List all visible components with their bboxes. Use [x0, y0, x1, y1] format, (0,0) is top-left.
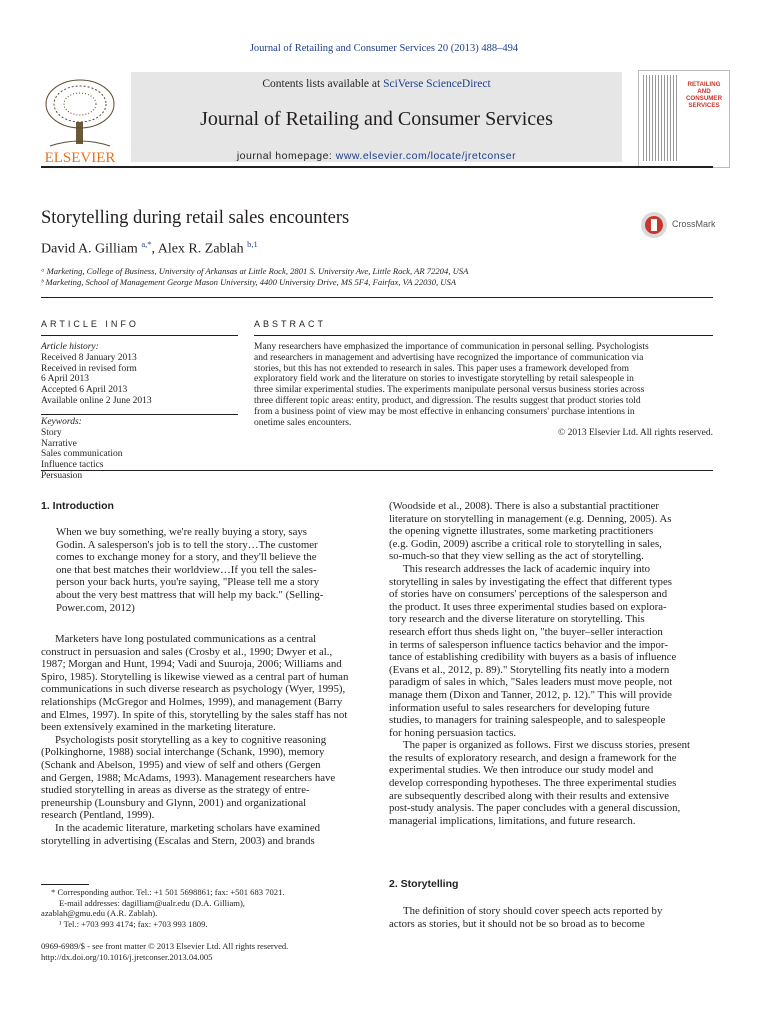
body-line: studied storytelling in areas as diverse as the strategy of entre-	[41, 784, 310, 797]
body-line: experimental studies. We then introduce our study model and	[389, 764, 654, 777]
quote-line: Power.com, 2012)	[56, 601, 135, 614]
contents-line	[131, 78, 622, 90]
quote-line: about the very best mattress that will help my back." (Selling-	[56, 588, 324, 601]
body-line: literature on storytelling in management (e.g. Denning, 2005). As	[389, 512, 672, 525]
affiliation: ᵃ Marketing, College of Business, University of Arkansas at Little Rock, 2801 S. University Ave, Little Rock, AR 72204, USA	[41, 266, 469, 276]
body-line: storytelling in sales by investigating the effect that different types	[389, 575, 672, 588]
abstract-heading: ABSTRACT	[254, 319, 327, 329]
abstract-line: from a business point of view may be most effective in enhancing consumers' purchase intentions in	[254, 406, 635, 417]
keywords	[41, 417, 241, 482]
body-line: communications in such diverse research as psychology (Wyer, 1995),	[41, 683, 346, 696]
history-item: Accepted 6 April 2013	[41, 385, 128, 396]
doi-link[interactable]: http://dx.doi.org/10.1016/j.jretconser.2013.04.005	[41, 951, 213, 962]
intro-left-column	[41, 633, 365, 847]
keyword: Influence tactics	[41, 460, 104, 471]
body-line: of stories have on consumers' perceptions of the salesperson and	[389, 588, 668, 601]
body-line: research (Pentland, 1999).	[41, 809, 155, 822]
header-rule	[41, 166, 713, 168]
body-line: so-much-so that they view selling as the act of storytelling.	[389, 550, 644, 563]
storytelling-text	[389, 905, 713, 930]
journal-cover[interactable]	[638, 70, 730, 168]
body-line: (Evans et al., 2012, p. 89)." Storytelling fits neatly into a modern	[389, 663, 670, 676]
author-list	[41, 239, 258, 258]
footnotes	[41, 887, 365, 929]
body-line: storytelling in advertising (Escalas and Stern, 2003) and brands	[41, 834, 315, 847]
abstract-line: and researchers in management and advertising have recognized the importance of communication via	[254, 352, 644, 363]
keywords-label: Keywords:	[41, 417, 82, 427]
article-info-heading: ARTICLE INFO	[41, 319, 139, 329]
title-rule	[41, 297, 713, 298]
body-line: and Elmes, 1997). In spite of this, storytelling by the sales staff has not	[41, 708, 348, 721]
body-line: (Schank and Abelson, 1995) and view of self and others (Gergen	[41, 758, 321, 771]
abstract-line: onetime sales encounters.	[254, 417, 352, 428]
body-line: actors as stories, but it should not be so broad as to become	[389, 917, 645, 930]
article-title: Storytelling during retail sales encounters	[41, 208, 350, 228]
history-label: Article history:	[41, 342, 99, 352]
body-line: 1987; Morgan and Hunt, 1994; Vadi and Suuroja, 2006; Williams and	[41, 658, 342, 671]
author-affiliation-marker[interactable]: a,*	[141, 239, 152, 249]
article-history	[41, 342, 241, 407]
quote-line: When we buy something, we're really buying a story, says	[56, 526, 308, 538]
body-line: been extensively examined in the marketing literature.	[41, 721, 276, 734]
section-heading-introduction: 1. Introduction	[41, 500, 114, 512]
history-item: 6 April 2013	[41, 374, 90, 385]
abstract-line: exploratory field work and the literature on stories to investigate storytelling by retail salespeople in	[254, 374, 634, 385]
body-line: tance of establishing credibility with buyers as a basis of influence	[389, 651, 677, 664]
quote-line: one that best matches their worldview…If you tell the sales-	[56, 563, 317, 576]
cover-pattern	[643, 75, 679, 161]
body-line: The definition of story should cover speech acts reported by	[403, 905, 663, 917]
body-line: preneurship (Lounsbury and Glynn, 2001) and organizational	[41, 796, 307, 809]
body-line: relationships (McGregor and Holmes, 1999), and management (Barry	[41, 695, 343, 708]
body-line: (Polkinghorne, 1988) social interchange (Schank, 1990), memory	[41, 746, 325, 759]
tree-icon	[40, 74, 120, 164]
cover-word: SERVICES	[688, 102, 720, 109]
history-item: Available online 2 June 2013	[41, 395, 152, 406]
abstract-text	[254, 342, 713, 439]
footnote-rule	[41, 884, 89, 885]
cover-word: CONSUMER	[685, 95, 723, 102]
body-line: Spiro, 1985). Storytelling is likewise viewed as a central part of human	[41, 670, 349, 683]
body-line: Marketers have long postulated communications as a central	[55, 633, 317, 645]
body-line: construct in persuasion and sales (Crosby et al., 1990; Dwyer et al.,	[41, 645, 333, 658]
quote-line: Godin. A salesperson's job is to tell the story…The customer	[56, 538, 318, 551]
body-line: (e.g. Godin, 2009) ascribe a critical role to storytelling in sales,	[389, 537, 662, 550]
footnote-line: * Corresponding author. Tel.: +1 501 5698861; fax: +501 683 7021.	[51, 887, 285, 897]
history-item: Received in revised form	[41, 363, 137, 374]
abstract-line: three similar experimental studies. The experiments manipulate personal versus business stories across	[254, 385, 645, 396]
body-line: develop corresponding hypotheses. The three experimental studies	[389, 777, 677, 790]
body-line: (Woodside et al., 2008). There is also a substantial practitioner	[389, 500, 659, 512]
crossmark-badge[interactable]	[640, 211, 730, 241]
body-line: research effort thus sheds light on, "the buyer–seller interaction	[389, 625, 663, 638]
homepage-link[interactable]: www.elsevier.com/locate/jretconser	[335, 150, 517, 162]
body-line: managerial implications, limitations, and future research.	[389, 814, 636, 827]
body-line: in terms of salesperson influence tactics behavior and the impor-	[389, 638, 668, 651]
crossmark-icon	[640, 211, 668, 239]
abstract-rule	[254, 335, 713, 336]
body-line: the results of exploratory research, and design a framework for the	[389, 751, 677, 764]
footnote-line: azablah@gmu.edu (A.R. Zablah).	[41, 908, 158, 918]
elsevier-wordmark: ELSEVIER	[44, 150, 116, 164]
abstract-line: stories, but this has not extended to research in sales. This paper uses a framework developed from	[254, 363, 629, 374]
body-line: The paper is organized as follows. First we discuss stories, present	[403, 739, 691, 752]
keyword: Story	[41, 427, 62, 438]
footnote-line: E-mail addresses: dagilliam@ualr.edu (D.A. Gilliam),	[59, 897, 245, 908]
section-heading-storytelling: 2. Storytelling	[389, 878, 459, 890]
front-matter	[41, 941, 441, 962]
abstract-line: three different topic areas: entity, product, and digression. The results suggest that product stories told	[254, 395, 641, 406]
abstract-bottom-rule	[41, 470, 713, 471]
author-separator: ,	[151, 241, 158, 257]
article-info-rule	[41, 335, 238, 336]
body-line: tory research and the diverse literature on storytelling. This	[389, 613, 645, 626]
quote-line: person your back hurts, you're saying, "Please tell me a story	[56, 576, 320, 589]
history-item: Received 8 January 2013	[41, 352, 137, 363]
keyword: Narrative	[41, 438, 77, 449]
body-line: manage them (Dixon and Tanner, 2012, p. 12)." This will provide	[389, 688, 672, 701]
sciencedirect-link[interactable]: SciVerse ScienceDirect	[383, 78, 491, 90]
quote-line: comes to exchange money for a story, and they'll believe the	[56, 551, 317, 564]
body-line: In the academic literature, marketing scholars have examined	[55, 821, 321, 834]
author-name[interactable]: David A. Gilliam	[41, 241, 138, 257]
contents-prefix: Contents lists available at	[262, 78, 384, 90]
epigraph-quote	[56, 526, 365, 614]
journal-title: Journal of Retailing and Consumer Services	[200, 108, 553, 130]
body-line: paradigm of sales in which, "Sales leaders must move people, not	[389, 676, 673, 689]
body-line: studies, to managers for training salespeople, and to salespeople	[389, 714, 666, 727]
author-affiliation-marker[interactable]: b,1	[247, 239, 258, 249]
affiliation: ᵇ Marketing, School of Management George Mason University, 4400 University Drive, MS 5F4, Fairfax, VA 22030, USA	[41, 277, 457, 287]
journal-homepage	[131, 150, 622, 162]
homepage-prefix: journal homepage:	[236, 150, 336, 162]
footnote-line: ¹ Tel.: +703 993 4174; fax: +703 993 1809.	[59, 918, 208, 929]
keyword: Persuasion	[41, 470, 83, 481]
body-line: information useful to sales researchers for developing future	[389, 701, 650, 714]
keywords-rule	[41, 414, 238, 415]
cover-title	[681, 81, 727, 109]
body-line: and Gergen, 1988; McAdams, 1993). Management researchers have	[41, 771, 336, 784]
body-line: the product. It uses three experimental studies based on explora-	[389, 600, 667, 613]
elsevier-logo	[40, 74, 120, 164]
body-line: This research addresses the lack of academic inquiry into	[403, 562, 651, 575]
cover-word: RETAILING	[687, 81, 721, 88]
body-line: for honing persuasion tactics.	[389, 726, 517, 739]
abstract-line: Many researchers have emphasized the importance of communication in personal selling. Psychologists	[254, 342, 649, 352]
intro-right-column	[389, 500, 713, 827]
keyword: Sales communication	[41, 449, 123, 460]
abstract-copyright: © 2013 Elsevier Ltd. All rights reserved.	[558, 428, 713, 439]
journal-citation[interactable]: Journal of Retailing and Consumer Services 20 (2013) 488–494	[249, 43, 519, 54]
body-line: are subsequently described along with their results and extensive	[389, 789, 670, 802]
body-line: post-study analysis. The paper concludes with a general discussion,	[389, 802, 681, 815]
author-name[interactable]: Alex R. Zablah	[157, 241, 244, 257]
body-line: Psychologists posit storytelling as a key to cognitive reasoning	[55, 733, 327, 746]
cover-word: AND	[697, 88, 711, 95]
body-line: the opening vignette illustrates, some marketing practitioners	[389, 525, 654, 538]
issn-line: 0969-6989/$ - see front matter © 2013 Elsevier Ltd. All rights reserved.	[41, 941, 289, 951]
crossmark-label: CrossMark	[672, 219, 716, 229]
